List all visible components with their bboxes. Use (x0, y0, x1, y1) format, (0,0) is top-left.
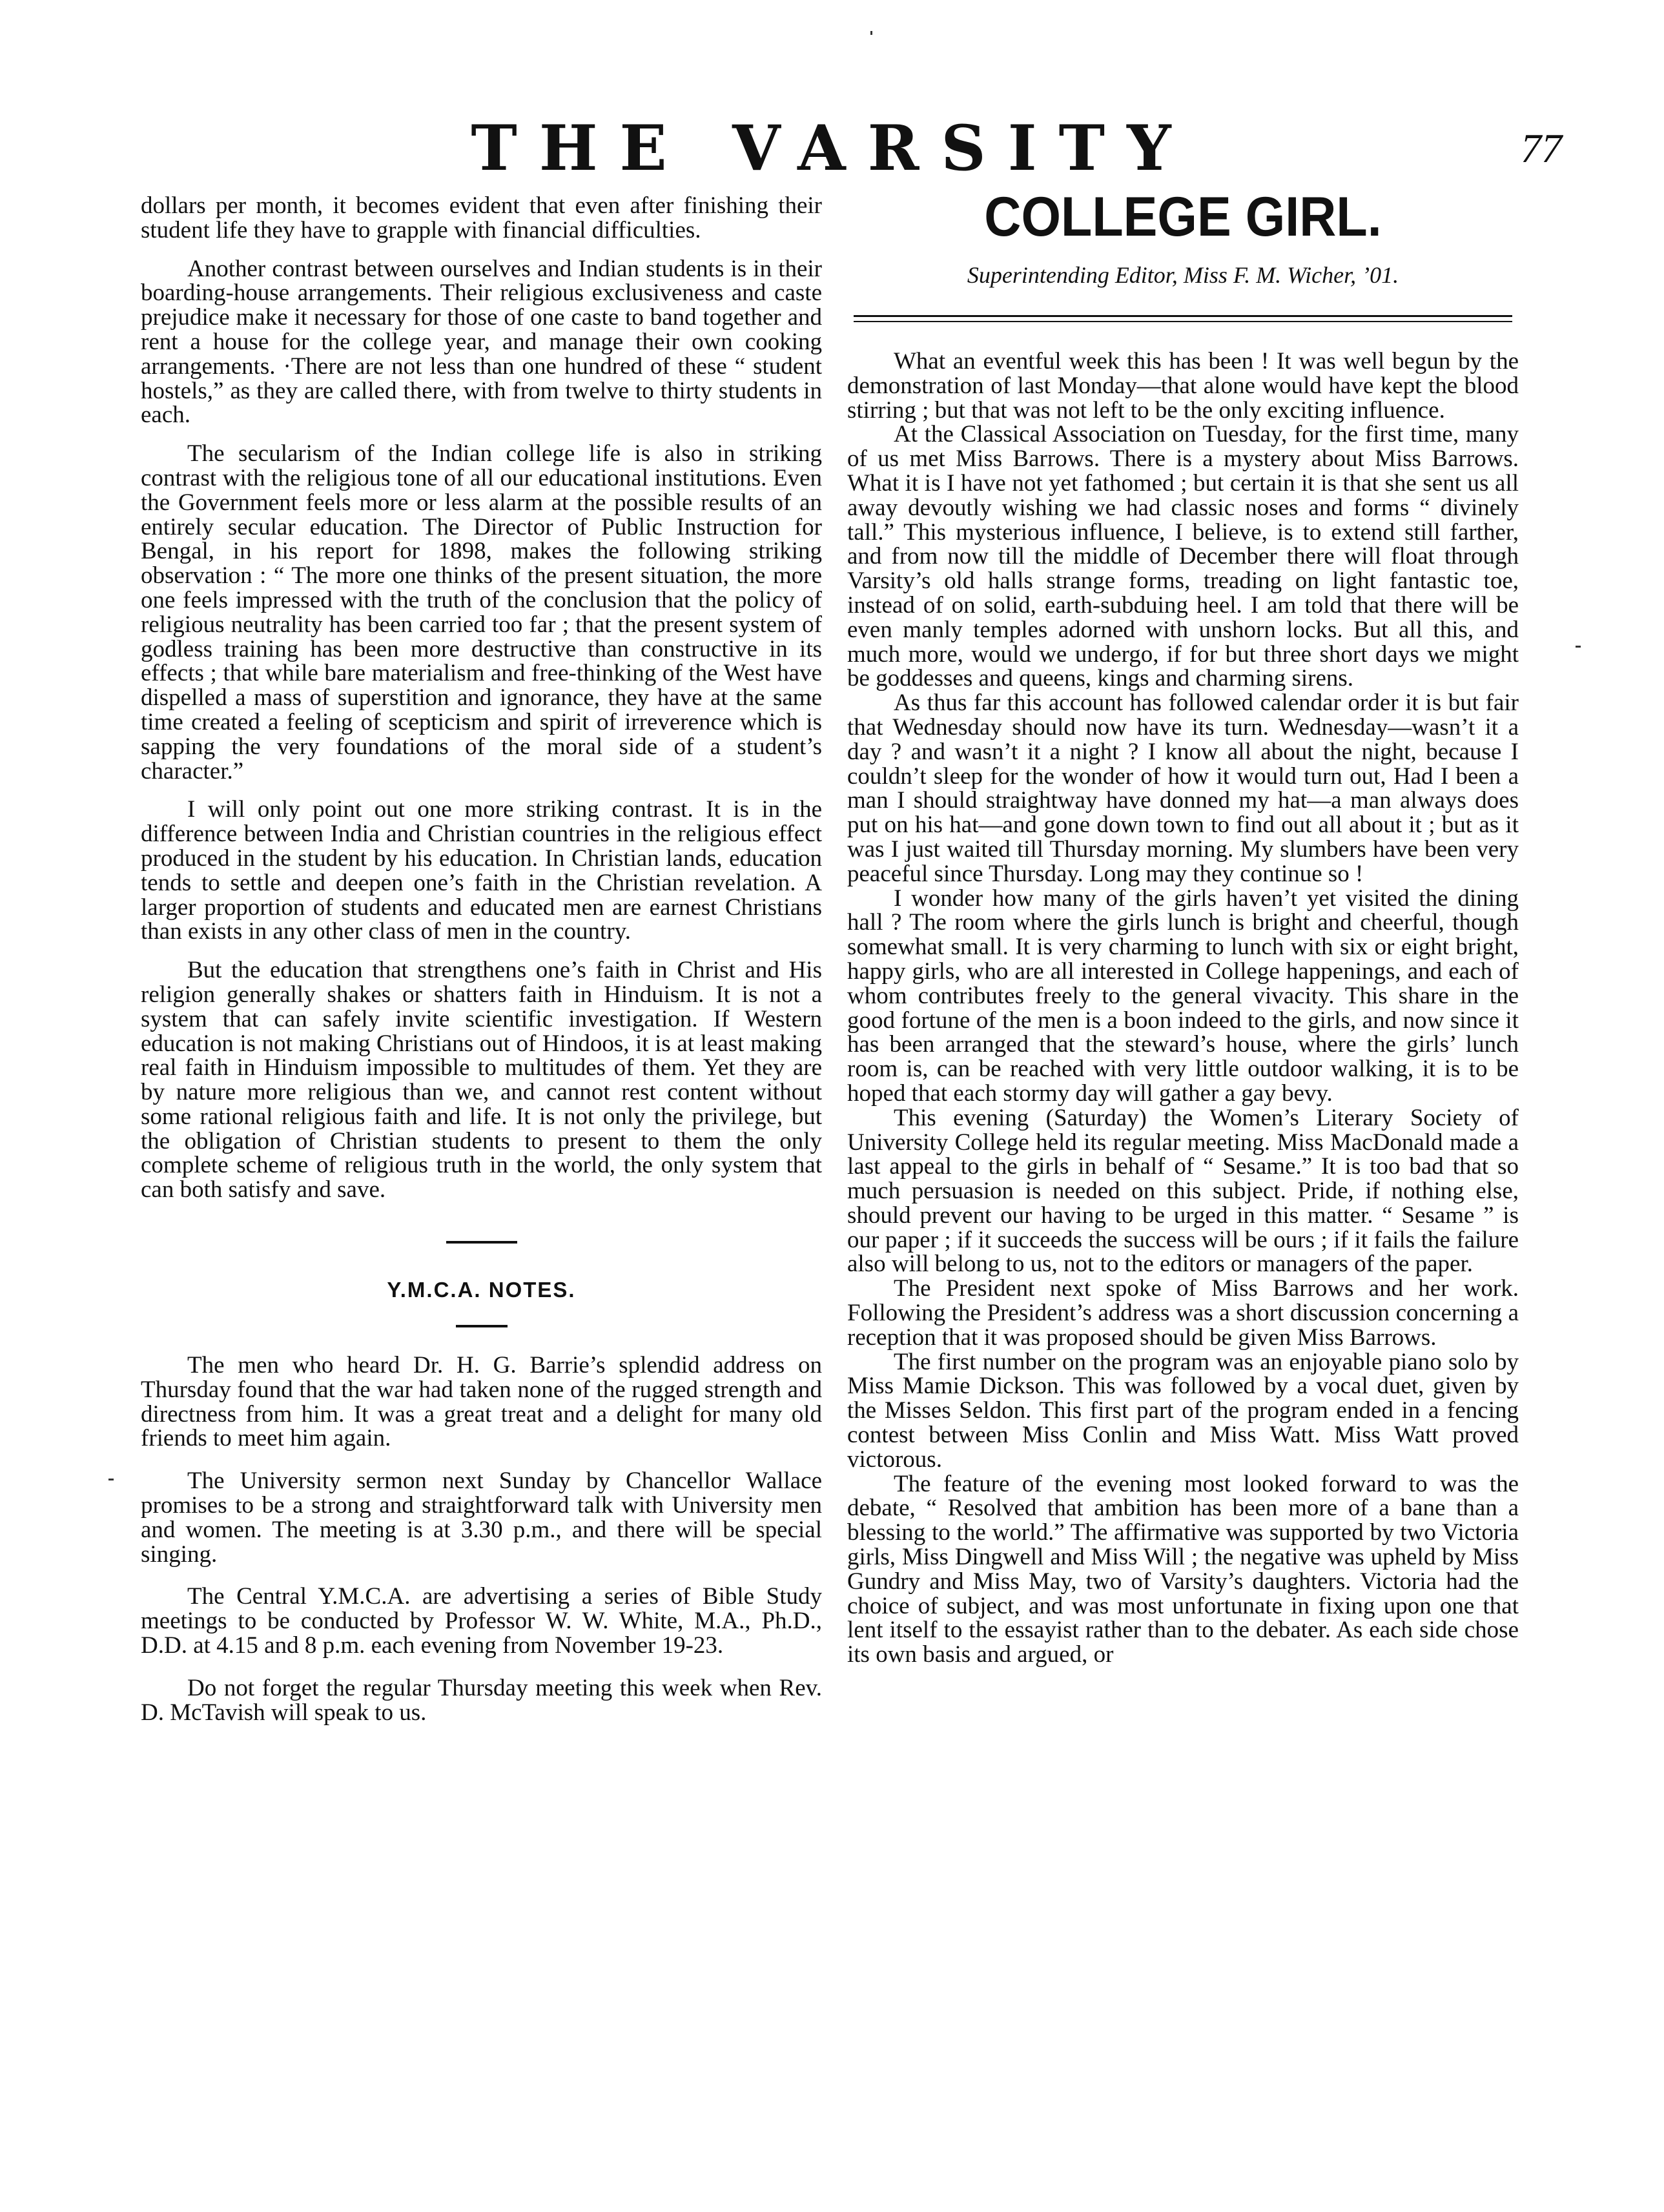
ymca-paragraph-4: Do not forget the regular Thursday meeting this week when Rev. D. McTavish will speak to us. (141, 1674, 822, 1726)
left-column (141, 194, 822, 1725)
right-paragraph-2: At the Classical Association on Tuesday, for the first time, many of us met Miss Barrows. There is a mystery about Miss Barrows. What it is I have not yet fathomed ; but certain it is that she sent us all away devoutly wishing we had classic noses and forms “ divinely tall.” This mysterious influence, I believe, is to extend still farther, and from now till the middle of December there will float through Varsity’s old halls strange forms, treading on light fantastic toe, instead of on solid, earth-subduing heel. I am told that there will be even manly temples adorned with unshorn locks. But all this, and much more, would we undergo, if for but three short days we might be goddesses and queens, kings and charming sirens. (847, 421, 1519, 692)
left-paragraph-5: But the education that strengthens one’s faith in Christ and His religion generally shakes or shatters faith in Hinduism. It is not a system that can safely invite scientific investigation. If Western education is not making Christians out of Hindoos, it is at least making real faith in Hinduism impossible to multitudes of them. Yet they are by nature more religious than we, and cannot rest content without some rational religious faith and life. It is not only the privilege, but the obligation of Christian students to present to them the only complete scheme of religious truth in the world, the only system that can both satisfy and save. (141, 957, 822, 1203)
right-paragraph-7: The first number on the program was an enjoyable piano solo by Miss Mamie Dickson. This was followed by a vocal duet, given by the Misses Seldon. This first part of the program ended in a fencing contest between Miss Conlin and Miss Watt. Miss Watt proved victorous. (847, 1348, 1519, 1473)
ymca-heading: Y.M.C.A. NOTES. (387, 1278, 576, 1302)
section-divider (446, 1241, 517, 1244)
margin-mark (870, 31, 872, 35)
page-number: 77 (1521, 125, 1562, 171)
right-paragraph-1: What an eventful week this has been ! It was well begun by the demonstration of last Monday—that alone would have kept the blood stirring ; but that was not left to be the only exciting influence. (847, 348, 1519, 424)
double-rule (854, 315, 1512, 322)
right-paragraph-4: I wonder how many of the girls haven’t yet visited the dining hall ? The room where the girls lunch is bright and cheerful, though somewhat small. It is very charming to lunch with six or eight bright, happy girls, who are all interested in College happenings, and each of whom contributes freely to the general vivacity. This share in the good fortune of the men is a boon indeed to the girls, and now since it has been arranged that the steward’s house, where the girls’ lunch room is, can be reached with very little outdoor walking, it is to be hoped that each stormy day will gather a gay bevy. (847, 885, 1519, 1107)
left-paragraph-1: dollars per month, it becomes evident that even after finishing their student life they have to grapple with financial difficulties. (141, 192, 822, 243)
section-title: COLLEGE GIRL. (984, 186, 1382, 248)
margin-mark (1576, 646, 1581, 648)
right-paragraph-6: The President next spoke of Miss Barrows and her work. Following the President’s address was a short discussion concerning a reception that it was proposed should be given Miss Barrows. (847, 1275, 1519, 1351)
masthead-title: THE VARSITY (471, 112, 1193, 185)
left-paragraph-4: I will only point out one more striking contrast. It is in the difference between India and Christian countries in the religious effect produced in the student by his education. In Christian lands, education tends to settle and deepen one’s faith in the Christian revelation. A larger proportion of students and educated men are earnest Christians than exists in any other class of men in the country. (141, 796, 822, 945)
right-paragraph-5: This evening (Saturday) the Women’s Literary Society of University College held its regular meeting. Miss MacDonald made a last appeal to the girls in behalf of “ Sesame.” It is too bad that so much persuasion is needed on this subject. Pride, if nothing else, should prevent our having to be urged in this matter. “ Sesame ” is our paper ; if it succeeds the success will be ours ; if it fails the failure also will belong to us, not to the editors or managers of the paper. (847, 1104, 1519, 1278)
margin-mark (108, 1479, 114, 1480)
left-paragraph-3: The secularism of the Indian college life is also in striking contrast with the religious tone of all our educational institutions. Even the Government feels more or less alarm at the possible results of an entirely secular education. The Director of Public Instruction for Bengal, in his report for 1898, makes the following striking observation : “ The more one thinks of the present situation, the more one feels impressed with the truth of the conclusion that the policy of religious neutrality has been carried too far ; that the present system of godless training has been more destructive than constructive in its effects ; that while bare materialism and free-thinking of the West have dispelled a mass of superstition and ignorance, they have at the same time created a feeling of scepticism and spirit of irreverence which is sapping the very foundations of the moral side of a student’s character.” (141, 440, 822, 784)
ymca-paragraph-1: The men who heard Dr. H. G. Barrie’s splendid address on Thursday found that the war had taken none of the rugged strength and directness from him. It was a great treat and a delight for many old friends to meet him again. (141, 1352, 822, 1452)
editor-line: Superintending Editor, Miss F. M. Wicher, ’01. (967, 262, 1399, 288)
ymca-paragraph-3: The Central Y.M.C.A. are advertising a series of Bible Study meetings to be conducted by Professor W. W. White, M.A., Ph.D., D.D. at 4.15 and 8 p.m. each evening from November 19-23. (141, 1583, 822, 1659)
left-paragraph-2: Another contrast between ourselves and Indian students is in their boarding-house arrangements. Their religious exclusiveness and caste prejudice make it necessary for those of one caste to band together and rent a house for the college year, and manage their own cooking arrangements. ·There are not less than one hundred of these “ student hostels,” as they are called there, with from twelve to thirty students in each. (141, 255, 822, 429)
ymca-paragraph-2: The University sermon next Sunday by Chancellor Wallace promises to be a strong and straightforward talk with University men and women. The meeting is at 3.30 p.m., and there will be special singing. (141, 1468, 822, 1568)
right-column (847, 186, 1519, 1668)
right-paragraph-8: The feature of the evening most looked forward to was the debate, “ Resolved that ambition has been more of a bane than a blessing to the world.” The affirmative was supported by two Victoria girls, Miss Dingwell and Miss Will ; the negative was upheld by Miss Gundry and Miss May, two of Varsity’s daughters. Victoria had the choice of subject, and was most unfortunate in fixing upon one that lent itself to the essayist rather than to the debater. As each side chose its own basis and argued, or (847, 1470, 1519, 1668)
heading-divider (456, 1325, 508, 1327)
right-paragraph-3: As thus far this account has followed calendar order it is but fair that Wednesday should now have its turn. Wednesday—wasn’t it a day ? and wasn’t it a night ? I know all about the night, because I couldn’t sleep for the wonder of how it would turn out, Had I been a man I should straightway have donned my hat—a man always does put on his hat—and gone down town to find out all about it ; but as it was I just waited till Thursday morning. My slumbers have been very peaceful since Thursday. Long may they continue so ! (847, 690, 1519, 887)
masthead (0, 113, 1664, 184)
